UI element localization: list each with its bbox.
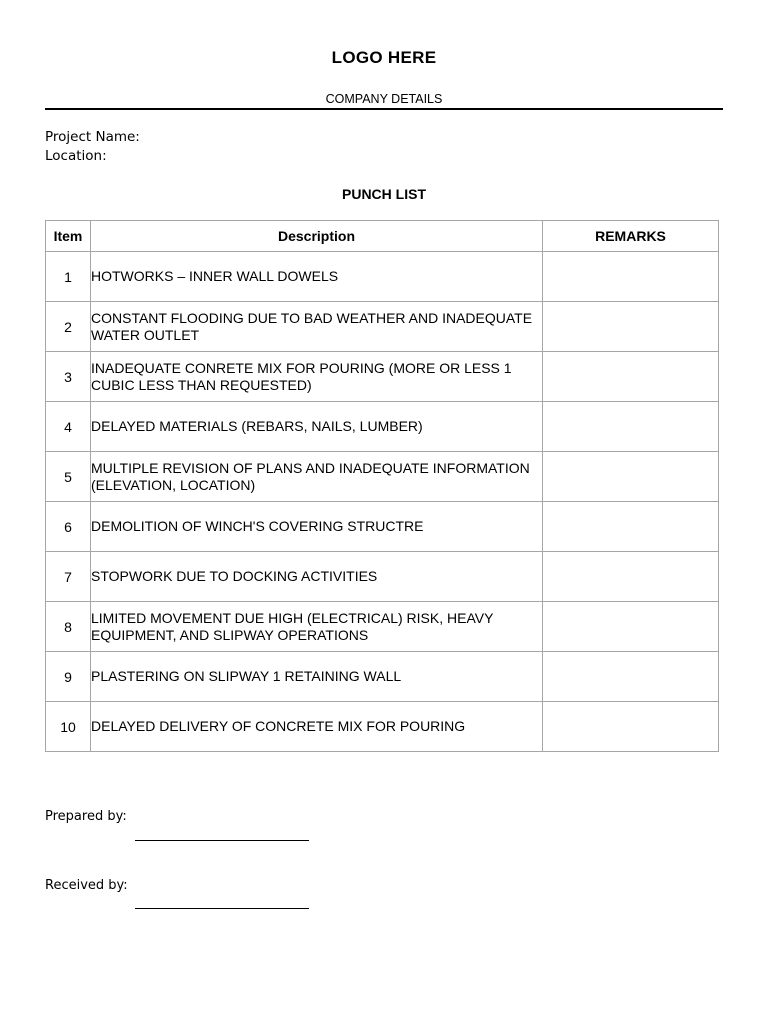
column-header-item: Item [46, 221, 91, 252]
item-remarks [543, 252, 719, 302]
item-number: 9 [46, 652, 91, 702]
item-number: 4 [46, 402, 91, 452]
column-header-remarks: REMARKS [543, 221, 719, 252]
item-remarks [543, 302, 719, 352]
item-description: HOTWORKS – INNER WALL DOWELS [91, 252, 543, 302]
location-label: Location: [45, 148, 107, 164]
item-description: DELAYED DELIVERY OF CONCRETE MIX FOR POURING [91, 702, 543, 752]
item-remarks [543, 702, 719, 752]
item-remarks [543, 402, 719, 452]
prepared-by-label: Prepared by: [45, 809, 127, 824]
table-row [46, 402, 719, 452]
item-number: 10 [46, 702, 91, 752]
item-remarks [543, 352, 719, 402]
table-row [46, 702, 719, 752]
item-remarks [543, 602, 719, 652]
item-remarks [543, 452, 719, 502]
item-description: CONSTANT FLOODING DUE TO BAD WEATHER AND INADEQUATE WATER OUTLET [91, 302, 543, 352]
item-remarks [543, 652, 719, 702]
item-description: LIMITED MOVEMENT DUE HIGH (ELECTRICAL) RISK, HEAVY EQUIPMENT, AND SLIPWAY OPERATIONS [91, 602, 543, 652]
item-number: 6 [46, 502, 91, 552]
item-remarks [543, 552, 719, 602]
header-divider [45, 108, 723, 110]
item-number: 8 [46, 602, 91, 652]
company-details: COMPANY DETAILS [325, 92, 443, 106]
logo-placeholder: LOGO HERE [331, 48, 437, 67]
item-number: 7 [46, 552, 91, 602]
column-header-description: Description [91, 221, 543, 252]
punch-list-table [45, 220, 719, 752]
table-row [46, 302, 719, 352]
item-description: STOPWORK DUE TO DOCKING ACTIVITIES [91, 552, 543, 602]
table-row [46, 502, 719, 552]
table-row [46, 602, 719, 652]
received-by-label: Received by: [45, 878, 128, 893]
table-row [46, 252, 719, 302]
document-title: PUNCH LIST [342, 186, 426, 202]
item-number: 2 [46, 302, 91, 352]
item-number: 5 [46, 452, 91, 502]
item-description: DEMOLITION OF WINCH'S COVERING STRUCTRE [91, 502, 543, 552]
item-description: PLASTERING ON SLIPWAY 1 RETAINING WALL [91, 652, 543, 702]
table-row [46, 352, 719, 402]
item-description: MULTIPLE REVISION OF PLANS AND INADEQUATE INFORMATION (ELEVATION, LOCATION) [91, 452, 543, 502]
item-number: 1 [46, 252, 91, 302]
table-row [46, 552, 719, 602]
received-by-signature-line [135, 908, 309, 909]
item-number: 3 [46, 352, 91, 402]
item-description: DELAYED MATERIALS (REBARS, NAILS, LUMBER) [91, 402, 543, 452]
table-row [46, 452, 719, 502]
table-row [46, 652, 719, 702]
item-remarks [543, 502, 719, 552]
item-description: INADEQUATE CONRETE MIX FOR POURING (MORE OR LESS 1 CUBIC LESS THAN REQUESTED) [91, 352, 543, 402]
prepared-by-signature-line [135, 840, 309, 841]
table-header-row [46, 221, 719, 252]
project-name-label: Project Name: [45, 129, 140, 145]
